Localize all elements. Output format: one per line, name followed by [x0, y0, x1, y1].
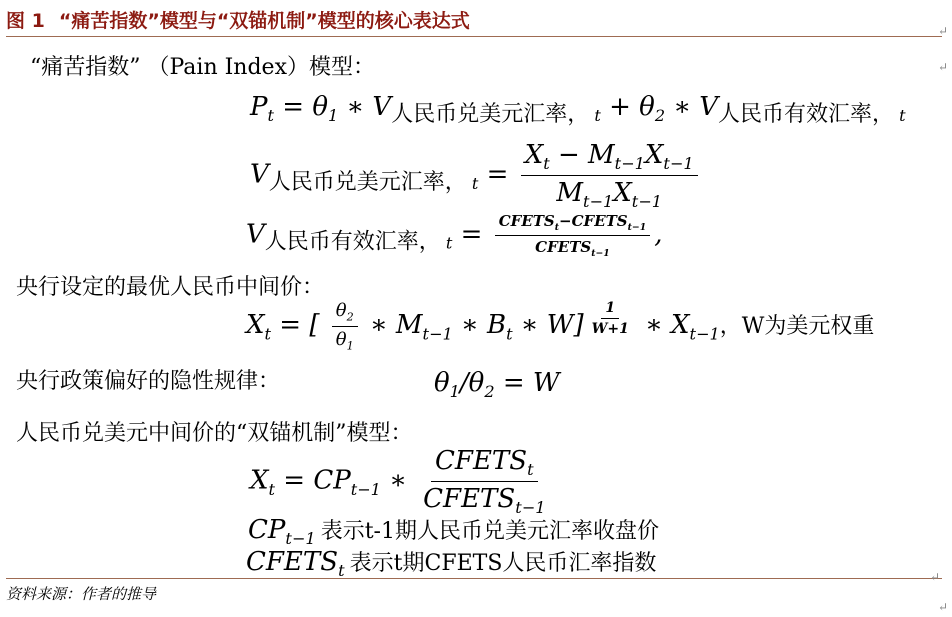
paragraph-mark-icon: ↵	[938, 60, 949, 74]
pain-index-heading: “痛苦指数” （Pain Index）模型：	[30, 55, 375, 80]
source-divider	[6, 578, 942, 579]
central-parity-heading: 央行设定的最优人民币中间价：	[16, 275, 325, 300]
formula-central-parity: $X_t$ = [ $\frac{\theta_2}{\theta_1}$ ∗ $M_{t-1}$ ∗ $B_t$ ∗ W] $^{\frac{1}{W+1}}$ ∗ $X_{t-1}$，W为美元权重	[246, 300, 875, 353]
figure-title	[6, 6, 470, 33]
formula-v-rmb-eff-2: 人民币有效汇率，	[264, 229, 441, 255]
definition-cp: $CP_{t-1}$ 表示t-1期人民币兑美元汇率收盘价	[248, 515, 659, 549]
formula-dual-anchor: $X_t = CP_{t-1}$ ∗ $\frac{CFETS_t}{CFETS_{t-1}}$	[250, 446, 546, 518]
figure-title-text: “痛苦指数”模型与“双锚机制”模型的核心表达式	[58, 10, 470, 32]
paragraph-mark-icon: ↵	[938, 600, 949, 614]
formula-policy-ratio: $\theta_1/\theta_2 = W$	[434, 368, 560, 402]
fraction-cfets: $\frac{CFETS_t-CFETS_{t-1}}{CFETS_{t-1}}$	[495, 212, 650, 259]
figure-number: 图 1	[6, 10, 45, 32]
definition-cfets: $CFETS_t$ 表示t期CFETS人民币汇率指数	[246, 547, 657, 581]
paragraph-mark-icon: ↵	[938, 24, 949, 38]
formula-p: P	[250, 92, 268, 122]
title-divider	[6, 36, 942, 37]
formula-w-note: ，W为美元权重	[719, 314, 875, 340]
formula-rmb-eff-change: $V_{人民币有效汇率,}$ $_t$ = $\frac{CFETS_t-CFETS_{t-1}}{CFETS_{t-1}}$ ,	[246, 212, 663, 259]
fraction-rmb-usd: $\frac{X_t - M_{t-1}X_{t-1}}{M_{t-1}X_{t-1}}$	[521, 140, 698, 211]
dual-anchor-heading: 人民币兑美元中间价的“双锚机制”模型：	[16, 421, 413, 446]
paragraph-mark-icon: ↵	[930, 570, 941, 584]
formula-theta1: θ	[312, 92, 328, 122]
policy-heading: 央行政策偏好的隐性规律：	[16, 369, 281, 394]
formula-v-rmb-eff-1: 人民币有效汇率，	[718, 102, 895, 128]
formula-rmb-usd-change: $V_{人民币兑美元汇率,}$ $_t$ = $\frac{X_t - M_{t-1}X_{t-1}}{M_{t-1}X_{t-1}}$	[250, 140, 702, 211]
formula-pain-index: $P_t = \theta_1$ ∗ $V_{人民币兑美元汇率,}$ $_t + \theta_2$ ∗ $V_{人民币有效汇率,}$ $_t$	[250, 92, 906, 128]
source-note: 资料来源：作者的推导	[6, 585, 157, 603]
formula-v-rmb-usd: 人民币兑美元汇率，	[391, 102, 590, 128]
formula-theta2: θ	[639, 92, 655, 122]
formula-v-rmb-usd-2: 人民币兑美元汇率，	[268, 169, 467, 195]
